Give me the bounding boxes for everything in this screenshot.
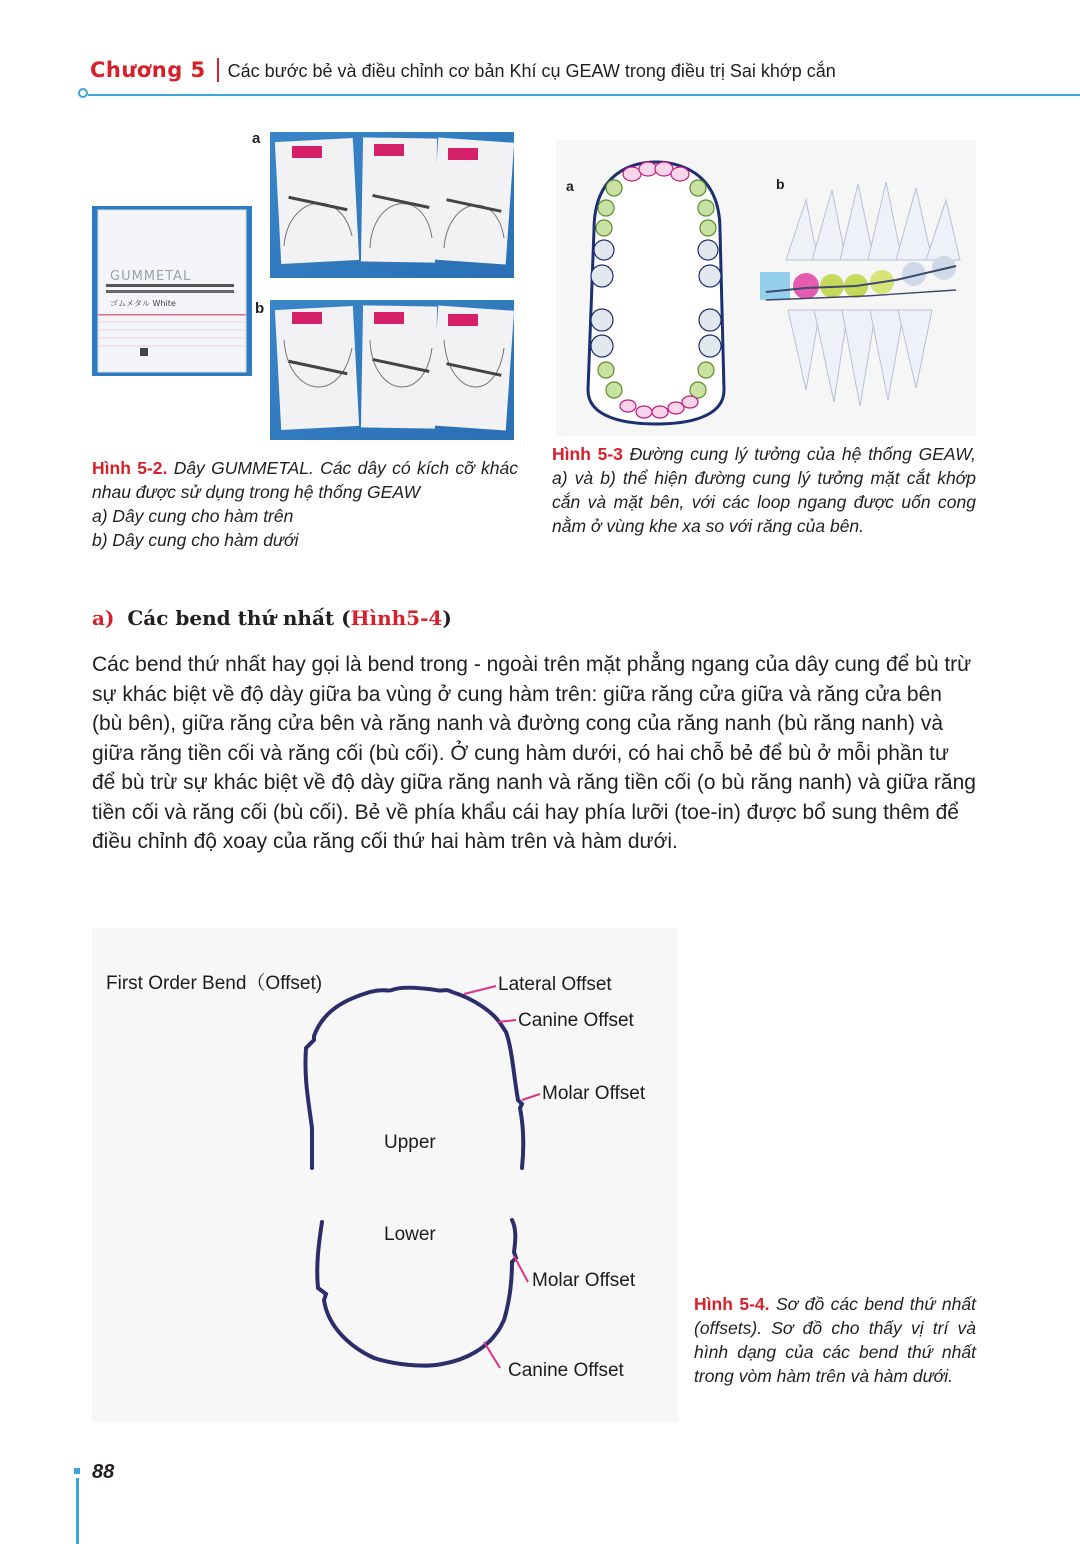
canine-offset-lower-label: Canine Offset <box>508 1360 624 1381</box>
ideal-arch-diagram <box>556 140 976 436</box>
figure-5-2-caption <box>92 456 518 552</box>
figure-5-4-title: First Order Bend（Offset) <box>106 973 323 994</box>
figure-5-4-number: Hình 5-4. <box>694 1294 770 1314</box>
section-marker: a) <box>92 606 115 630</box>
figure-5-2-label-a: a <box>252 130 261 147</box>
lateral-offset-label: Lateral Offset <box>498 974 612 995</box>
molar-offset-upper-label: Molar Offset <box>542 1083 646 1104</box>
figure-5-3-label-b: b <box>776 176 785 192</box>
figure-5-2-label-b: b <box>255 300 265 317</box>
chapter-label: Chương 5 <box>90 58 206 82</box>
figure-5-4-caption <box>694 1292 976 1388</box>
header-rule <box>88 94 1080 96</box>
section-close: ) <box>442 606 452 630</box>
section-heading <box>92 606 452 630</box>
figure-5-3-illustration <box>556 140 976 436</box>
chapter-header <box>90 58 836 82</box>
header-divider <box>217 58 219 82</box>
svg-text:ゴムメタル White: ゴムメタル White <box>110 299 176 308</box>
molar-offset-lower-label: Molar Offset <box>532 1270 636 1291</box>
page-number: 88 <box>92 1461 115 1483</box>
figure-5-3-label-a: a <box>566 178 574 194</box>
figure-5-3-caption-text: Đường cung lý tưởng của hệ thống GEAW, a) và b) thể hiện đường cung lý tưởng mặt cắt khớp cắn và mặt bên, với các loop ngang được uốn cong nằm ở vùng khe xa so với răng của bên. <box>552 444 976 536</box>
section-figure-ref: Hình5-4 <box>350 606 443 630</box>
figure-5-2-caption-a: a) Dây cung cho hàm trên <box>92 506 294 526</box>
svg-text:GUMMETAL: GUMMETAL <box>110 269 192 284</box>
figure-5-3-caption <box>552 442 976 538</box>
figure-5-2-photo <box>92 126 518 442</box>
gummetal-packages-image <box>92 126 518 442</box>
figure-5-4-caption-text: Sơ đồ các bend thứ nhất (offsets). Sơ đồ cho thấy vị trí và hình dạng của các bend thứ nhất trong vòm hàm trên và hàm dưới. <box>694 1294 976 1386</box>
header-rule-dot <box>78 88 88 98</box>
figure-5-2-number: Hình 5-2. <box>92 458 168 478</box>
section-title: Các bend thứ nhất ( <box>127 606 351 630</box>
page-margin-bar <box>76 1478 79 1544</box>
page-marker <box>74 1468 80 1474</box>
figure-5-4-diagram <box>92 928 678 1422</box>
body-paragraph: Các bend thứ nhất hay gọi là bend trong - ngoài trên mặt phẳng ngang của dây cung để bù trừ sự khác biệt về độ dày giữa ba vùng ở cung hàm trên: giữa răng cửa giữa và răng cửa bên (bù bên), giữa răng cửa bên và răng nanh và đường cong của răng nanh (bù răng nanh) và giữa răng tiền cối và răng cối (bù cối). Ở cung hàm dưới, có hai chỗ bẻ để bù ở mỗi phần tư để bù trừ sự khác biệt về độ dày giữa răng nanh và răng tiền cối (o bù răng nanh) và giữa răng tiền cối và răng cối (bù cối). Bẻ về phía khẩu cái hay phía lưỡi (toe-in) được bổ sung thêm để điều chỉnh độ xoay của răng cối thứ hai hàm trên và hàm dưới. <box>92 653 976 853</box>
canine-offset-upper-label: Canine Offset <box>518 1010 634 1031</box>
figure-5-3-number: Hình 5-3 <box>552 444 623 464</box>
figure-5-2-caption-b: b) Dây cung cho hàm dưới <box>92 530 299 550</box>
upper-label: Upper <box>384 1132 436 1153</box>
figure-5-2-caption-text: Dây GUMMETAL. Các dây có kích cỡ khác nhau được sử dụng trong hệ thống GEAW <box>92 458 518 502</box>
first-order-bend-diagram <box>92 928 678 1422</box>
chapter-title: Các bước bẻ và điều chỉnh cơ bản Khí cụ GEAW trong điều trị Sai khớp cắn <box>227 61 836 81</box>
lower-label: Lower <box>384 1224 436 1245</box>
